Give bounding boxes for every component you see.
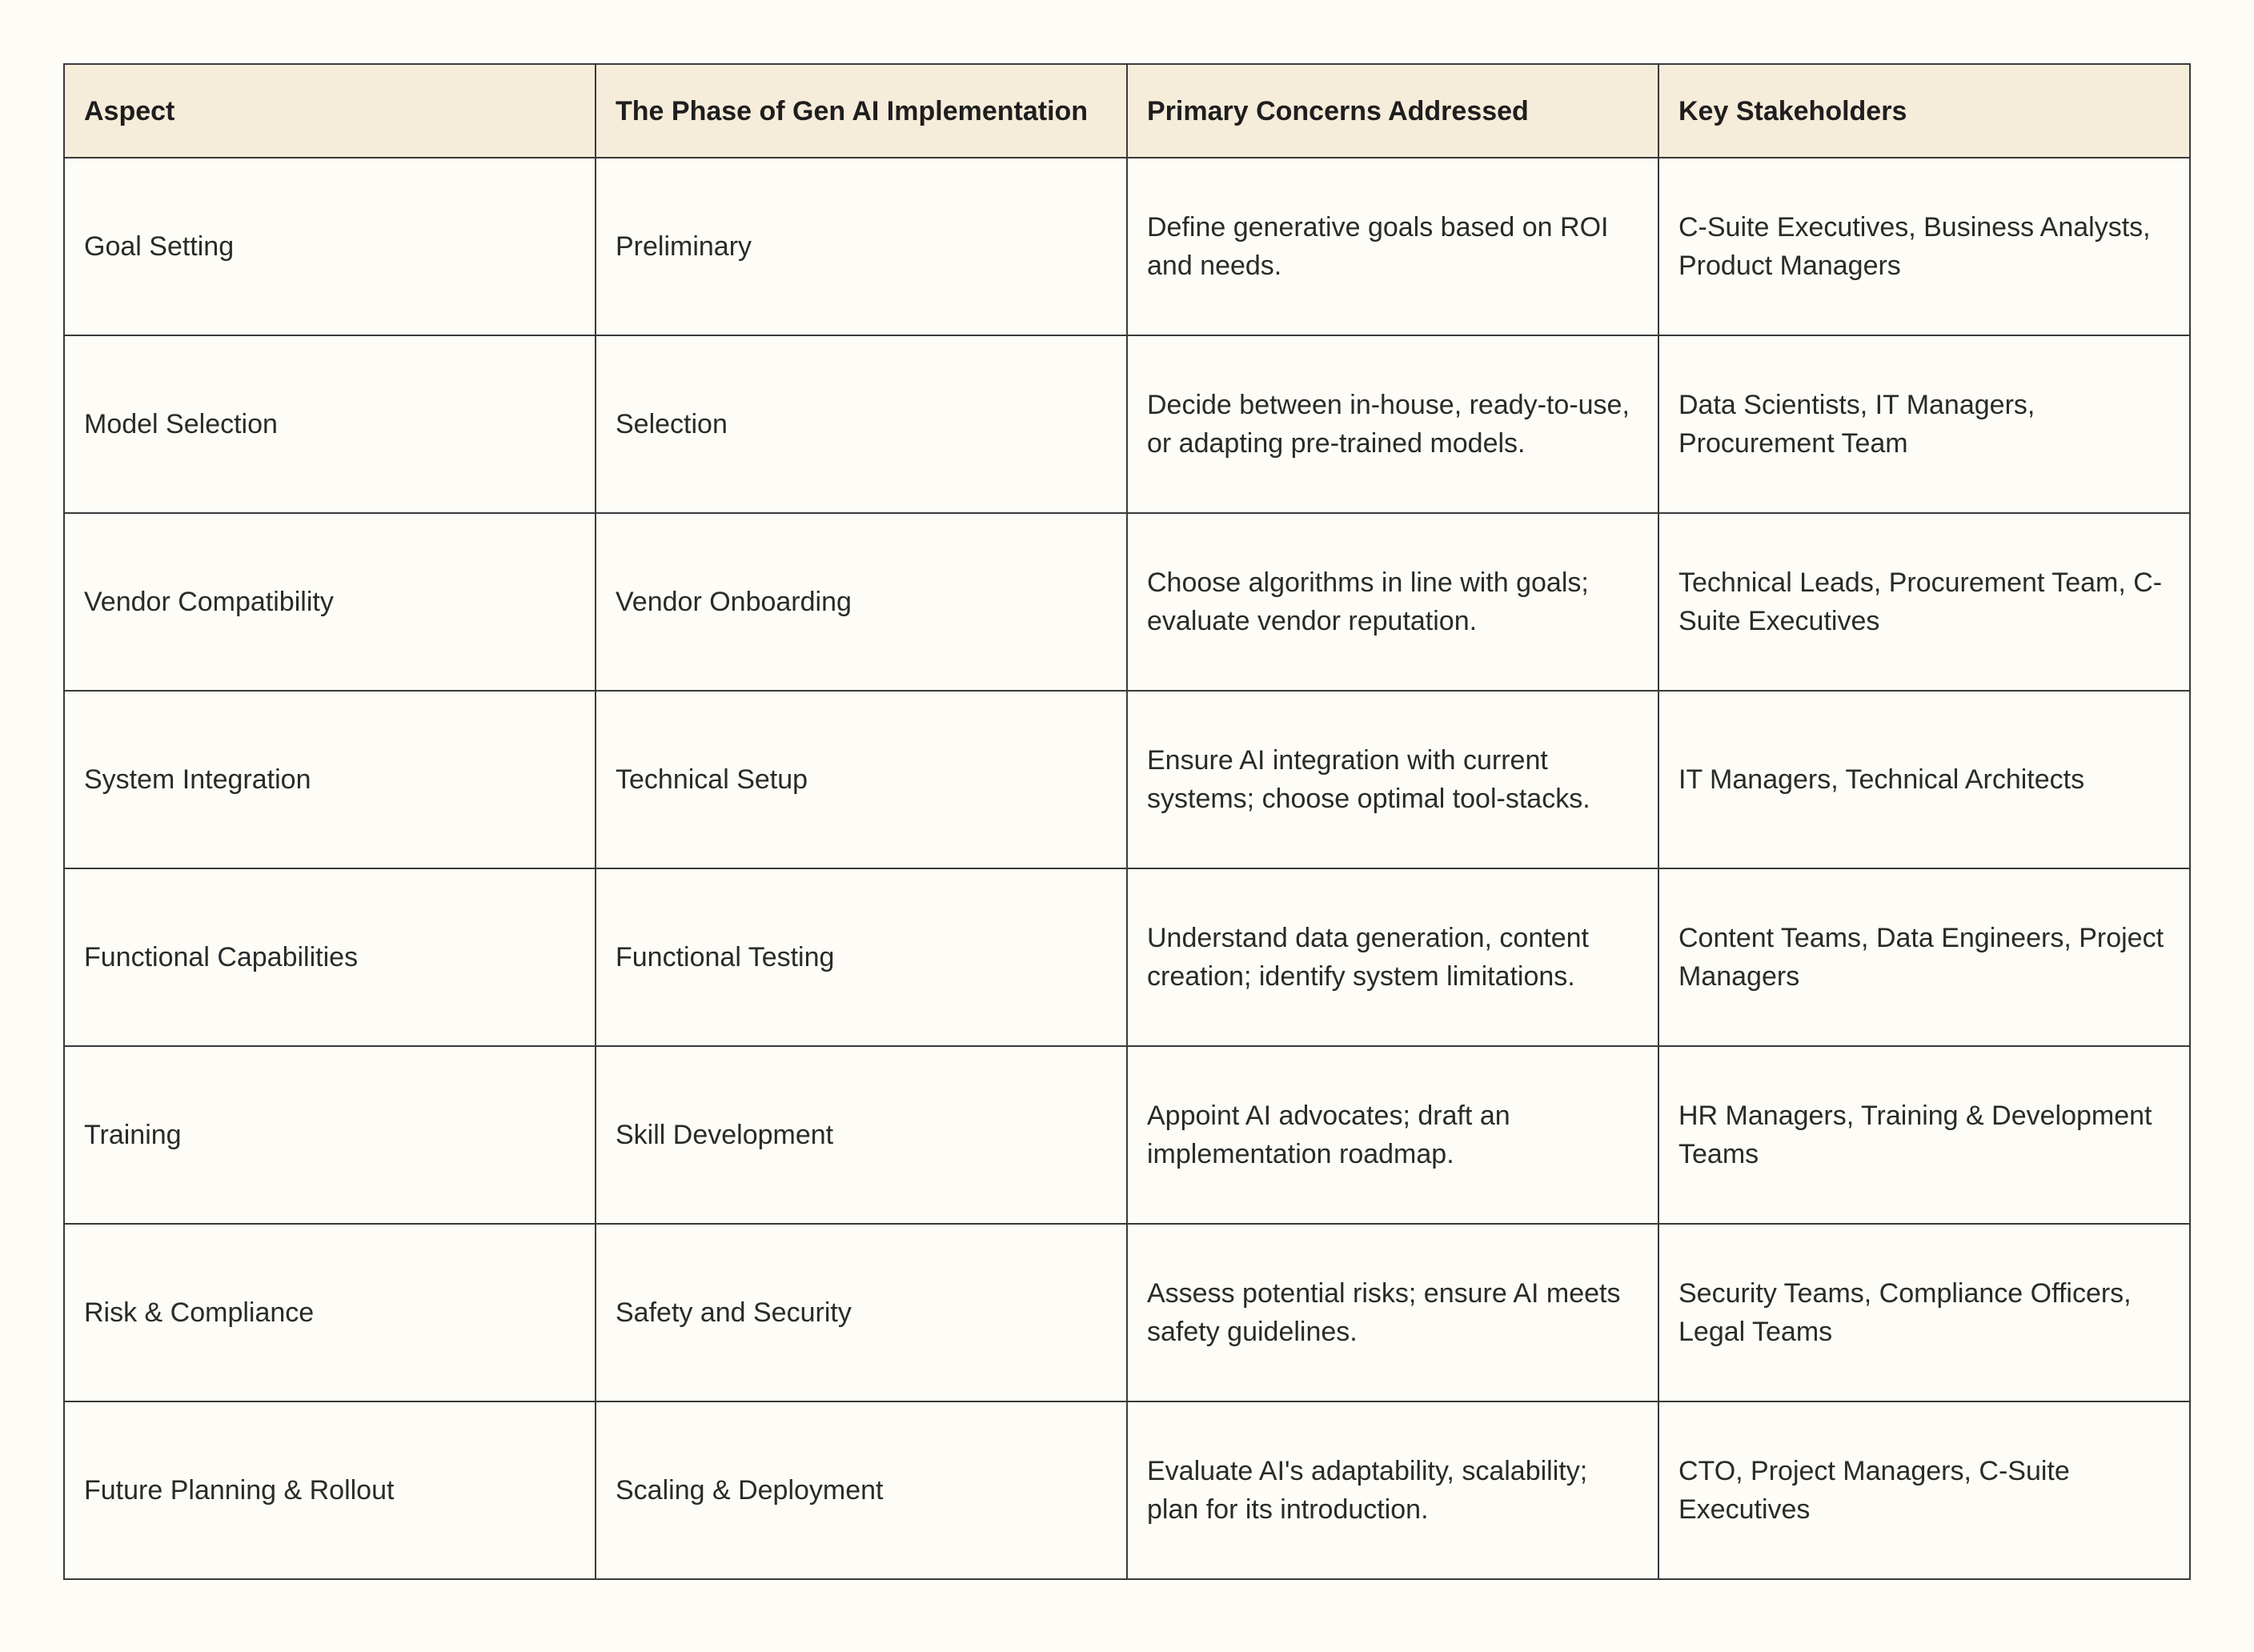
cell-concerns: Define generative goals based on ROI and needs. xyxy=(1127,158,1658,335)
cell-stakeholders: IT Managers, Technical Architects xyxy=(1658,691,2190,868)
cell-phase: Technical Setup xyxy=(596,691,1127,868)
table-row xyxy=(64,1401,2190,1579)
cell-stakeholders: Data Scientists, IT Managers, Procurement Team xyxy=(1658,335,2190,513)
cell-stakeholders: HR Managers, Training & Development Teams xyxy=(1658,1046,2190,1224)
cell-stakeholders: C-Suite Executives, Business Analysts, Product Managers xyxy=(1658,158,2190,335)
cell-concerns: Ensure AI integration with current systems; choose optimal tool-stacks. xyxy=(1127,691,1658,868)
cell-aspect: Future Planning & Rollout xyxy=(64,1401,596,1579)
cell-phase: Vendor Onboarding xyxy=(596,513,1127,691)
cell-phase: Safety and Security xyxy=(596,1224,1127,1401)
table-row xyxy=(64,1224,2190,1401)
table-row xyxy=(64,1046,2190,1224)
cell-concerns: Choose algorithms in line with goals; evaluate vendor reputation. xyxy=(1127,513,1658,691)
cell-aspect: Functional Capabilities xyxy=(64,868,596,1046)
cell-stakeholders: Security Teams, Compliance Officers, Legal Teams xyxy=(1658,1224,2190,1401)
table-row xyxy=(64,513,2190,691)
cell-aspect: Goal Setting xyxy=(64,158,596,335)
table-row xyxy=(64,691,2190,868)
table-header xyxy=(64,64,2190,158)
header-phase: The Phase of Gen AI Implementation xyxy=(596,64,1127,158)
cell-phase: Functional Testing xyxy=(596,868,1127,1046)
header-key-stakeholders: Key Stakeholders xyxy=(1658,64,2190,158)
cell-aspect: Training xyxy=(64,1046,596,1224)
cell-aspect: Risk & Compliance xyxy=(64,1224,596,1401)
cell-concerns: Understand data generation, content creation; identify system limitations. xyxy=(1127,868,1658,1046)
cell-stakeholders: Content Teams, Data Engineers, Project Managers xyxy=(1658,868,2190,1046)
cell-phase: Preliminary xyxy=(596,158,1127,335)
cell-stakeholders: Technical Leads, Procurement Team, C-Suite Executives xyxy=(1658,513,2190,691)
cell-concerns: Evaluate AI's adaptability, scalability; plan for its introduction. xyxy=(1127,1401,1658,1579)
table-body xyxy=(64,158,2190,1579)
header-primary-concerns: Primary Concerns Addressed xyxy=(1127,64,1658,158)
cell-concerns: Appoint AI advocates; draft an implementation roadmap. xyxy=(1127,1046,1658,1224)
cell-aspect: Model Selection xyxy=(64,335,596,513)
cell-concerns: Assess potential risks; ensure AI meets safety guidelines. xyxy=(1127,1224,1658,1401)
table-row xyxy=(64,868,2190,1046)
table-row xyxy=(64,335,2190,513)
cell-aspect: System Integration xyxy=(64,691,596,868)
table-row xyxy=(64,158,2190,335)
cell-stakeholders: CTO, Project Managers, C-Suite Executives xyxy=(1658,1401,2190,1579)
header-aspect: Aspect xyxy=(64,64,596,158)
cell-aspect: Vendor Compatibility xyxy=(64,513,596,691)
cell-concerns: Decide between in-house, ready-to-use, or adapting pre-trained models. xyxy=(1127,335,1658,513)
cell-phase: Skill Development xyxy=(596,1046,1127,1224)
gen-ai-implementation-table-container xyxy=(63,63,2191,1580)
cell-phase: Selection xyxy=(596,335,1127,513)
cell-phase: Scaling & Deployment xyxy=(596,1401,1127,1579)
header-row xyxy=(64,64,2190,158)
gen-ai-implementation-table xyxy=(63,63,2191,1580)
